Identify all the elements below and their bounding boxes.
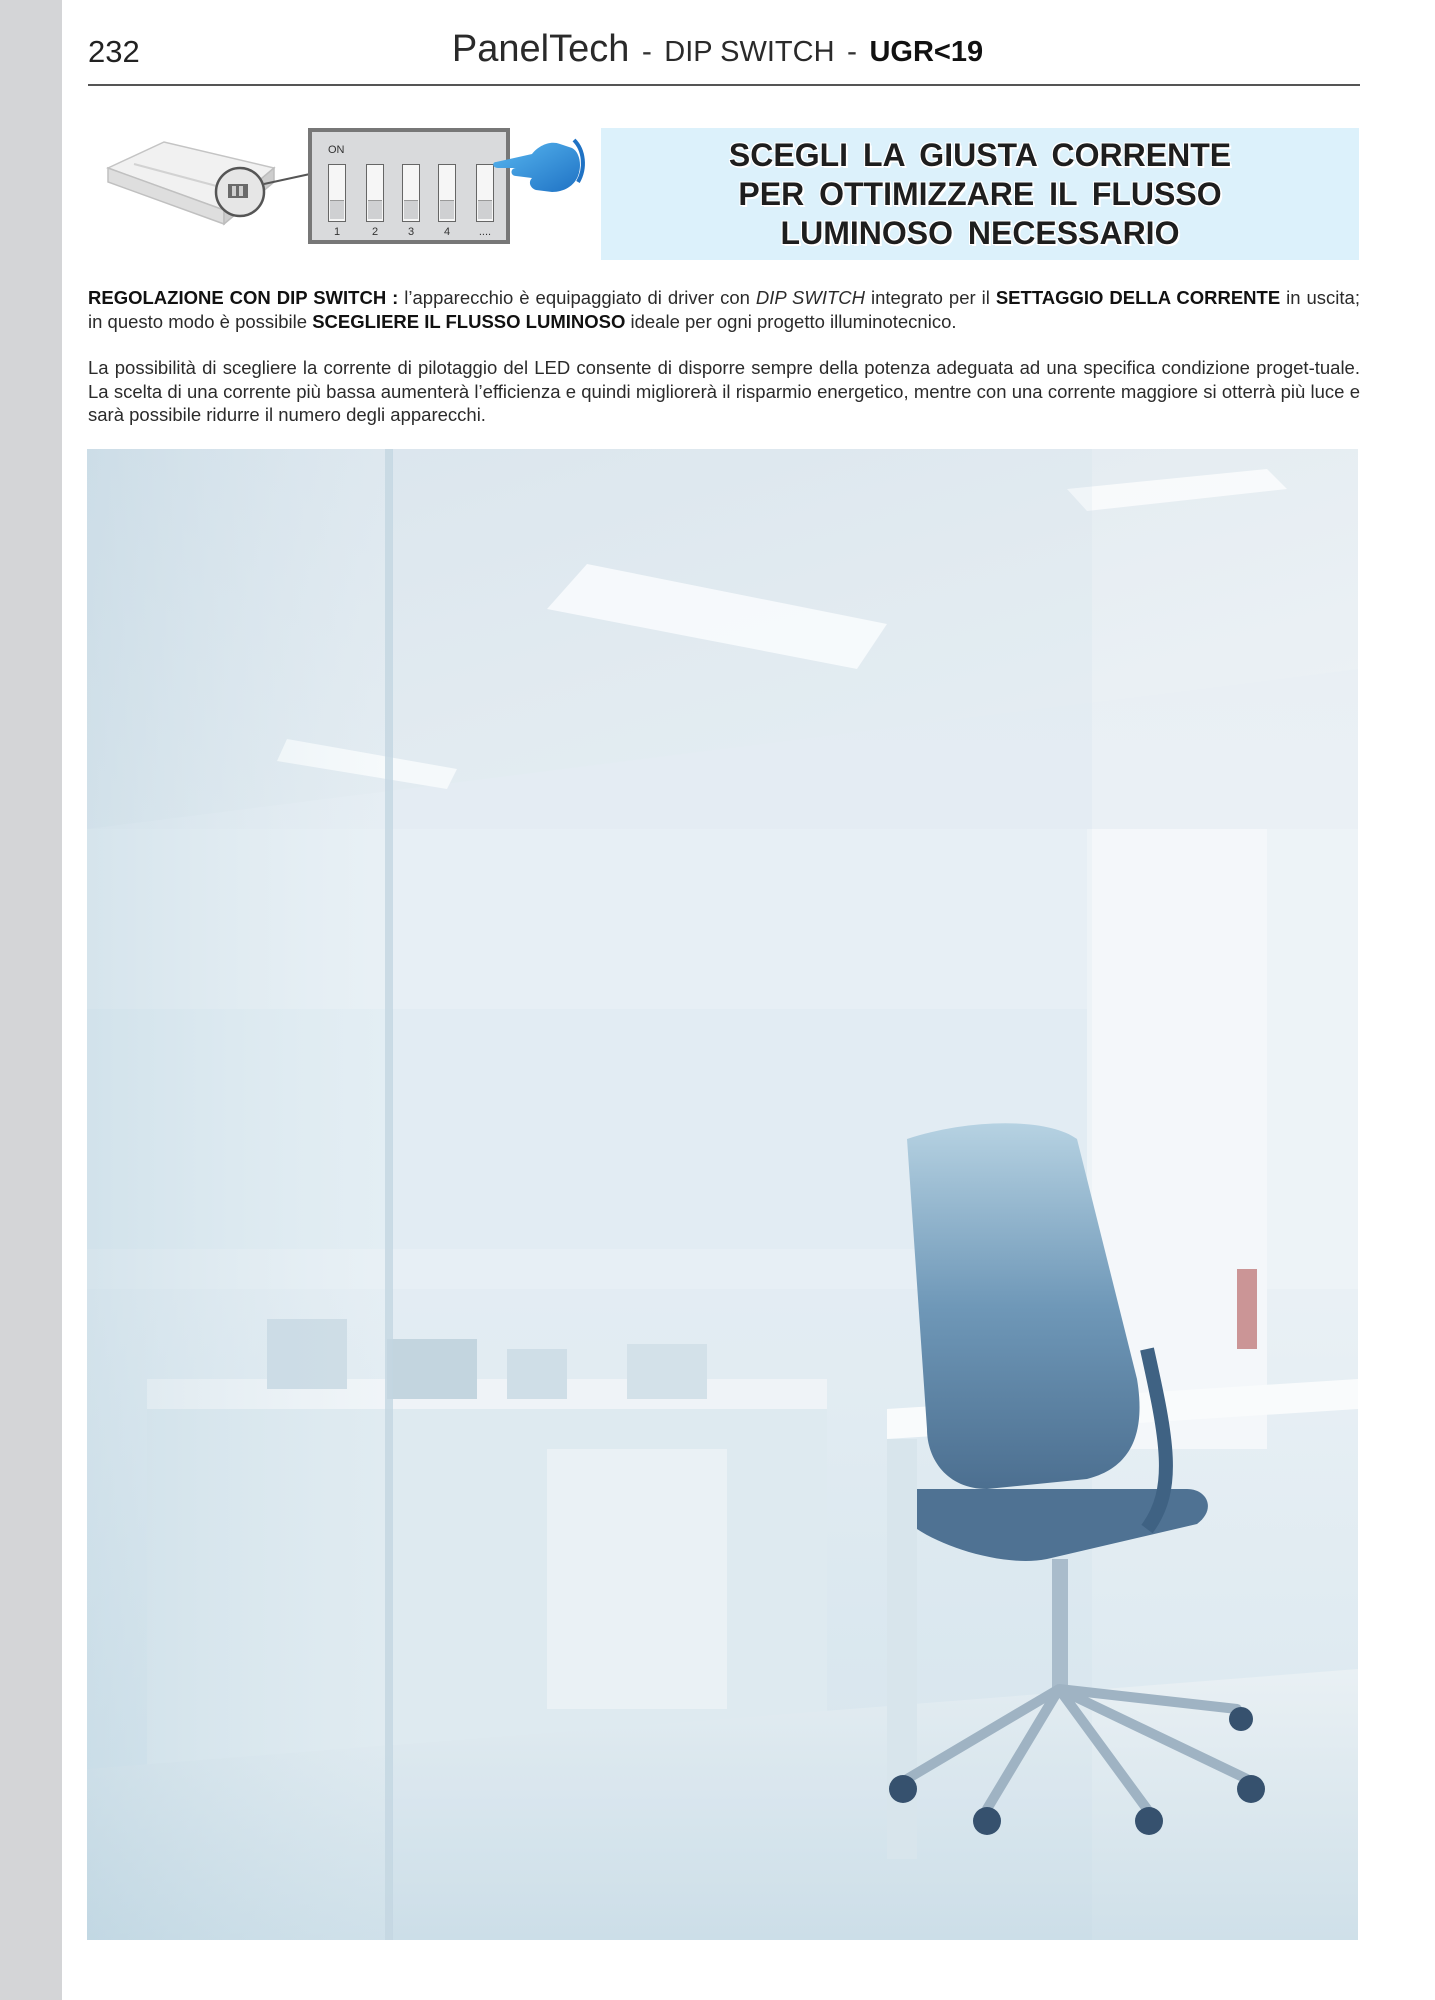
intro-text-2: integrato per il xyxy=(864,287,996,308)
dip-switch-2 xyxy=(366,164,384,222)
dip-switch-panel xyxy=(308,128,510,244)
dip-switch-4 xyxy=(438,164,456,222)
dip-label-4: 4 xyxy=(443,226,451,238)
ugr-rating: UGR<19 xyxy=(869,36,984,68)
brand-name: PanelTech xyxy=(451,28,630,70)
page-header-title xyxy=(0,28,1435,71)
product-name: DIP SWITCH xyxy=(664,36,835,68)
page-side-strip xyxy=(0,0,62,2000)
dip-label-2: 2 xyxy=(371,226,379,238)
header-rule xyxy=(88,84,1360,86)
header-separator-2: - xyxy=(846,35,857,68)
intro-text-3: in uscita; in questo modo è possibile xyxy=(88,287,1360,332)
intro-paragraph xyxy=(88,286,1360,333)
office-scene xyxy=(87,449,1358,1940)
intro-bold-1: SETTAGGIO DELLA CORRENTE xyxy=(995,287,1281,308)
intro-bold-2: SCEGLIERE IL FLUSSO LUMINOSO xyxy=(312,310,626,332)
dip-switch-1 xyxy=(328,164,346,222)
callout-text xyxy=(729,136,1231,253)
dip-on-label: ON xyxy=(328,144,345,156)
intro-text-4: ideale per ogni progetto illuminotecnico. xyxy=(625,310,957,332)
header-separator: - xyxy=(641,35,652,68)
dip-switch-3 xyxy=(402,164,420,222)
callout-line-1: SCEGLI LA GIUSTA CORRENTE xyxy=(728,136,1232,173)
pointing-hand-icon xyxy=(492,132,588,202)
callout-line-2: PER OTTIMIZZARE IL FLUSSO xyxy=(738,175,1222,212)
dip-label-1: 1 xyxy=(333,226,341,238)
office-photo xyxy=(87,449,1358,1940)
page-number: 232 xyxy=(88,34,140,69)
dip-label-5: .... xyxy=(478,226,492,238)
led-driver-illustration xyxy=(104,128,314,248)
callout-box xyxy=(601,128,1359,260)
intro-emphasis: DIP SWITCH xyxy=(755,287,865,308)
dip-label-3: 3 xyxy=(407,226,415,238)
body-paragraph: La possibilità di scegliere la corrente di pilotaggio del LED consente di disporre sempre della potenza adeguata ad una specifica condizione proget-tuale. La scelta di una corrente più bassa aumenterà l’efficienza e quindi migliorerà il risparmio energetico, mentre con una corrente maggiore si otterrà più luce e sarà possibile ridurre il numero degli apparecchi. xyxy=(88,357,1360,425)
callout-line-3: LUMINOSO NECESSARIO xyxy=(780,214,1180,251)
intro-text-1: l’apparecchio è equipaggiato di driver con xyxy=(398,287,756,308)
intro-lead: REGOLAZIONE CON DIP SWITCH : xyxy=(88,287,399,308)
